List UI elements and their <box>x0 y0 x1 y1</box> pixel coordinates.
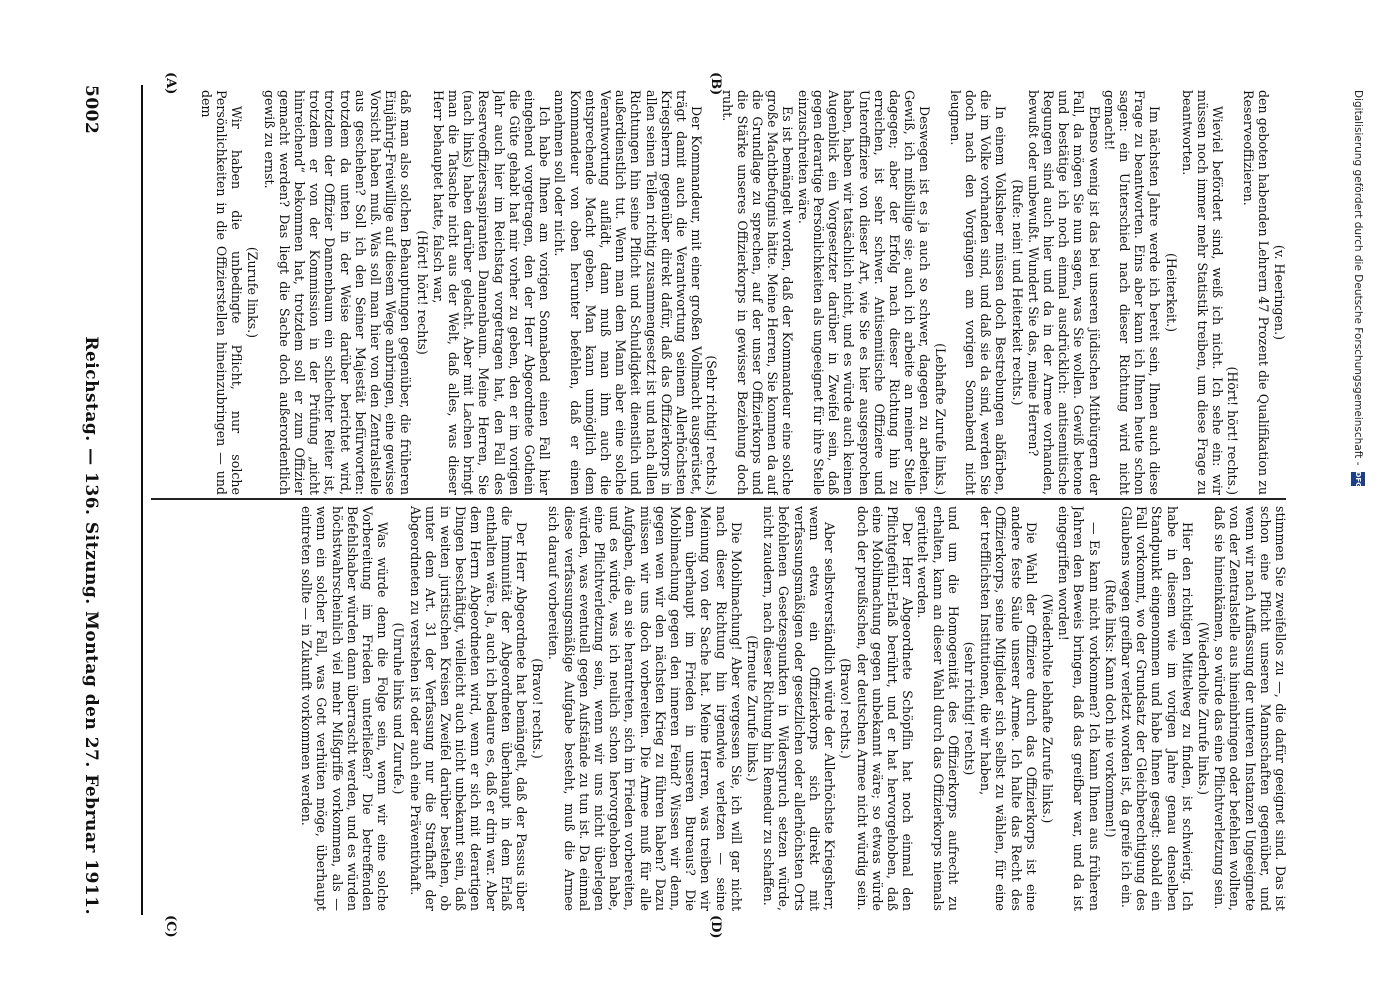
margin-mark-b: (B) <box>708 72 723 96</box>
paragraph: Die Wahl der Offiziere durch das Offizierkorps ist eine andere feste Säule unserer Armee. Ich halte das Recht des Offizierkorps, seine Mitglieder sich selbst zu wählen, für eine der trefflichsten Institutionen, die wir haben, <box>978 506 1039 911</box>
interjection: (Wiederholte Zurufe links.) <box>1195 621 1211 796</box>
interjection: (Bravo! rechts.) <box>530 658 546 759</box>
page-header <box>81 85 121 915</box>
paragraph: daß man also solchen Behauptungen gegenüber, die früheren Einjährig-Freiwillige auf diesem Wege anbringen, eine gewisse Vorsicht haben muß. Was soll man hier von den Zentralstelle aus geschehen? Soll ich den Seiner Majestät befürworten: trotzdem da unten in der Weise darüber berichtet wird, trotzdem der Offizier Dannenbaum ein schlechter Reiter ist, trotzdem er von der Kommission in der Prüfung „nicht hinreichend“ bekommen hat, trotzdem soll er zum Offizier gemacht werden? Das liegt die Sache doch außerordentlich gewiß zu ernst. <box>261 90 414 495</box>
left-column <box>153 90 1288 495</box>
paragraph: Wir haben die unbedingte Pflicht, nur solche Persönlichkeiten in die Offizierstellen hineinzubringen — und dem <box>198 90 245 495</box>
paragraph: Aber selbstverständlich würde der Allerhöchste Kriegsherr, wenn etwa ein Offizierkorps sich direkt mit verfassungsmäßigen oder gesetzlichen oder allerhöchsten Orts befohlenen Gesetzespunkten in Widerspruch setzen würde, nicht zaudern, nach dieser Richtung hin Remedur zu schaffen. <box>761 506 838 911</box>
page-number: 5002 <box>81 85 101 135</box>
speaker-label: (v. Heeringen.) <box>1272 244 1287 341</box>
interjection: (sehr richtig! rechts) <box>961 641 977 776</box>
paragraph: Der Herr Abgeordnete Schöpflin hat noch einmal den Pflichtgefühl-Erlaß berührt, und er hat hervorgehoben, daß eine Mobilmachung gegen unbekannt wäre; so etwas würde doch der preußischen, der deutschen Armee nicht würdig sein. <box>854 506 916 911</box>
paragraph: Hier den richtigen Mittelweg zu finden, ist schwierig. Ich habe in diesem wie im vorigen Jahre genau denselben Standpunkt eingenommen und habe Ihnen gesagt: sobald ein Fall vorkommt, wo der Grundsatz der Gleichberechtigung des Glaubens wegen greifbar verletzt worden ist, da greife ich ein. <box>1118 506 1195 911</box>
interjection: (Rufe links: Kann doch nie vorkommen!) <box>1102 579 1118 838</box>
column-divider <box>151 498 1286 500</box>
header-rule <box>141 85 143 915</box>
paragraph: In einem Volksheer müssen doch Bestrebungen abfärben, die im Volke vorhanden sind, und daß sie da sind, werden Sie doch nach den Vorgängen am vorigen Sonnabend nicht leugnen. <box>947 90 1009 495</box>
interjection: (Wiederholte lebhafte Zurufe links.) <box>1039 593 1055 824</box>
interjection: (Sehr richtig! rechts.) <box>704 355 720 495</box>
paragraph: Der Kommandeur, mit einer großen Vollmacht ausgerüstet, trägt damit auch die Verantwortung seinem Allerhöchsten Kriegsherrn gegenüber direkt dafür, daß das Offizierkorps in allen seinen Teilen richtig zusammengesetzt ist und nach allen Richtungen hin seine Pflicht und Schuldigkeit dienstlich und außerdienstlich tut. Wenn man dem Mann aber eine solche Verantwortung auflädt, dann muß man ihm auch die entsprechende Macht geben. Man kann unmöglich dem Kommandeur von oben herunter befehlen, daß er einen annehmen soll oder nicht. <box>552 90 705 495</box>
paragraph: — Es kann nicht vorkommen? Ich kann Ihnen aus früheren Jahren den Beweis bringen, daß das greifbar war, und da ist eingegriffen worden! <box>1056 506 1102 911</box>
paragraph: stimmen Sie zweifellos zu —, die dafür geeignet sind. Das ist schon eine Pflicht unseren Mannschaften gegenüber, und wenn wir nach Auffassung der unteren Instanzen Ungeeignete von der Zentralstelle aus hineinbringen oder befehlen wollten, daß sie hineinkämen, so würde das eine Pflichtverletzung sein. <box>1212 506 1288 911</box>
margin-mark-d: (D) <box>708 915 723 939</box>
interjection: (Unruhe links und Zurufe.) <box>391 622 407 795</box>
digitization-note <box>1351 90 1365 990</box>
interjection: (Erneute Zurufe links.) <box>745 635 761 782</box>
interjection: (Hört! hört! rechts.) <box>1225 366 1241 495</box>
digitization-credit: Digitalisierung gefördert durch die Deutsche Forschungsgemeinschaft - <box>1352 90 1364 466</box>
interjection: (Bravo! rechts.) <box>838 658 854 759</box>
page-title: Reichstag. — 136. Sitzung. Montag den 27. Februar 1911. <box>81 336 101 915</box>
paragraph: den geboten habenden Lehrern 47 Prozent die Qualifikation zu Reserveoffizieren. <box>1240 90 1271 495</box>
margin-mark-a: (A) <box>163 72 178 95</box>
paragraph: Es ist bemängelt worden, daß der Kommandeur eine solche große Machtbefugnis hätte. Meine Herren, Sie kommen da auf die Grundlage zu sprechen, auf der unser Offizierkorps und die Stärke unseres Offizierkorps in gewisser Beziehung doch ruht. <box>719 90 796 495</box>
margin-mark-c: (C) <box>163 915 178 938</box>
right-column <box>153 506 1288 911</box>
paragraph: Ich habe Ihnen am vorigen Sonnabend einen Fall hier eingehend vorgetragen, den der Herr Abgeordnete Gothein die Güte gehabt hat mir vorher zu geben, den er im vorigen Jahr auch hier im Reichstag vorgetragen hat, den Fall des Reserveoffiziersaspiranten Dannenbaum. Meine Herren, Sie (nach links) haben darüber gelacht. Aber mit Lachen bringt man die Tatsache nicht aus der Welt, daß alles, was dieser Herr behauptet hatte, falsch war, <box>430 90 553 495</box>
paragraph: Der Herr Abgeordnete hat bemängelt, daß der Passus über die Immunität der Abgeordneten überhaupt in dem Erlaß enthalten wäre. Ja, auch ich bedaure es, daß er drin war. Aber dem Herrn Abgeordneten wird, wenn er sich mit derartigen Dingen beschäftigt, vielleicht auch nicht unbekannt sein, daß in weiten juristischen Kreisen Zweifel darüber bestehen, ob unter dem Art. 31 der Verfassung nur die Strafhaft der Abgeordneten zu verstehen ist oder auch eine Präventivhaft. <box>407 506 530 911</box>
interjection: (Rufe: nein! und Heiterkeit rechts.) <box>1009 179 1025 406</box>
paragraph: Im nächsten Jahre werde ich bereit sein, Ihnen auch diese Frage zu beantworten. Eins aber kann ich Ihnen heute schon sagen: ein Unterschied nach dieser Richtung wird nicht gemacht! <box>1101 90 1163 495</box>
paragraph: Was würde denn die Folge sein, wenn wir eine solche Vorbereitung im Frieden unterließen? Die betreffenden Befehlshaber würden dann überrascht werden, und es würden höchstwahrscheinlich viel mehr Mißgriffe vorkommen, als — wenn ein solcher Fall, was Gott verhüten möge, überhaupt eintreten sollte — in Zukunft vorkommen werden. <box>299 506 391 911</box>
paragraph: Ebenso wenig ist das bei unseren jüdischen Mitbürgern der Fall, da mögen Sie nun sagen, was Sie wollen. Gewiß betone und bestätige ich noch einmal ausdrücklich: antisemitische Regungen sind auch hier und da in der Armee vorhanden, bewußt oder unbewußt. Wundert Sie das, meine Herren? <box>1025 90 1102 495</box>
paragraph: Deswegen ist es ja auch so schwer, dagegen zu arbeiten. Gewiß, ich mißbillige sie; auch ich arbeite an meiner Stelle dagegen; aber der Erfolg nach dieser Richtung hin zu erreichen, ist sehr schwer. Antisemitische Offiziere und Unteroffiziere von dieser Art, wie Sie es hier ausgesprochen haben, haben wir tatsächlich nicht, und es würde auch keinen Augenblick ein Vorgesetzter darüber in Zweifel sein, daß gegen derartige Persönlichkeiten als ungeeignet für ihre Stelle einzuschreiten wäre. <box>795 90 933 495</box>
interjection: (Lebhafte Zurufe links.) <box>932 343 948 495</box>
paragraph: Die Mobilmachung! Aber vergessen Sie, ich will gar nicht nach dieser Richtung hin irgendwie verletzen — seine Meinung von der Sache hat. Meine Herren, was treiben wir denn überhaupt im Frieden in unseren Bureaus? Die Mobilmachung gegen den inneren Feind? Wissen wir denn, gegen wen wir den nächsten Krieg zu führen haben? Dazu müssen wir uns doch vorbereiten. Die Armee muß für alle Aufgaben, die an sie herantreten, sich im Frieden vorbereiten, und es würde, was ich neulich schon hervorgehoben habe, eine Pflichtverletzung sein, wenn wir uns nicht überlegen würden, was eventuell gegen Aufstände zu tun ist. Da einmal diese verfassungsmäßige Aufgabe besteht, muß die Armee sich darauf vorbereiten. <box>546 506 744 911</box>
interjection: (Heiterkeit.) <box>1163 253 1179 332</box>
dfg-logo: DFG <box>1351 472 1365 486</box>
paragraph: und um die Homogenität des Offizierkorps aufrecht zu erhalten, kann an dieser Wahl durch das Offizierkorps niemals gerüttelt werden. <box>915 506 961 911</box>
interjection: (Hört! hört! rechts) <box>414 230 430 355</box>
interjection: (Zurufe links.) <box>245 246 261 339</box>
paragraph: Wieviel befördert sind, weiß ich nicht. Ich sehe ein: wir müssen noch immer mehr Statistik treiben, um diese Frage zu beantworten. <box>1179 90 1226 495</box>
